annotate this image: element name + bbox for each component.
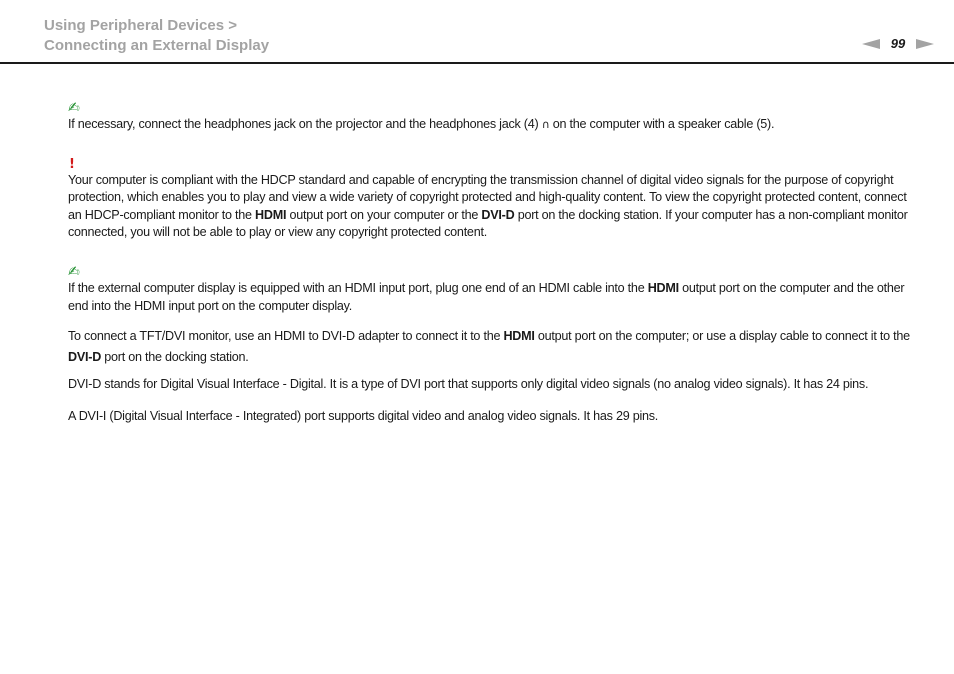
page-number: 99 xyxy=(890,36,906,51)
note-block-headphones xyxy=(68,100,916,134)
exclamation-icon: ! xyxy=(69,156,75,172)
paragraph-dvi-i: A DVI-I (Digital Visual Interface - Integrated) port supports digital video and analog video signals. It has 29 pins. xyxy=(68,408,659,423)
page-header xyxy=(0,0,954,64)
pencil-note-icon: ✍ xyxy=(68,100,80,116)
note-block-hdmi xyxy=(68,264,916,315)
breadcrumb-page: Connecting an External Display xyxy=(44,36,270,54)
next-page-arrow-icon[interactable] xyxy=(916,39,934,49)
headphones-icon: ∩ xyxy=(541,118,550,131)
breadcrumb-section[interactable]: Using Peripheral Devices > xyxy=(44,17,238,34)
pager xyxy=(862,36,934,51)
note-text: If the external computer display is equipped with an HDMI input port, plug one end of an HDMI cable into the HDMI output port on the computer and the other end into the HDMI input port on the computer display. xyxy=(68,280,905,313)
page-content xyxy=(68,100,916,425)
note-text: If necessary, connect the headphones jack on the projector and the headphones jack (4) ∩ on the computer with a speaker cable (5). xyxy=(68,117,775,131)
pencil-note-icon: ✍ xyxy=(68,263,80,280)
paragraph-tft-dvi: To connect a TFT/DVI monitor, use an HDMI to DVI-D adapter to connect it to the HDMI output port on the computer; or use a display cable to connect it to the DVI-D port on the docking station. xyxy=(68,329,910,365)
warning-block-hdcp xyxy=(68,158,916,242)
previous-page-arrow-icon[interactable] xyxy=(862,39,880,49)
breadcrumb xyxy=(44,16,269,55)
paragraph-dvi-d: DVI-D stands for Digital Visual Interface - Digital. It is a type of DVI port that supports only digital video signals (no analog video signals). It has 24 pins. xyxy=(68,377,869,392)
warning-text: Your computer is compliant with the HDCP standard and capable of encrypting the transmission channel of digital video signals for the purpose of copyright protection, which enables you to play and view a wide variety of copyright protected and high-quality content. To view the copyright protected content, connect an HDCP-compliant monitor to the HDMI output port on your computer or the DVI-D port on the docking station. If your computer has a non-compliant monitor connected, you will not be able to play or view any copyright protected content. xyxy=(68,172,908,240)
